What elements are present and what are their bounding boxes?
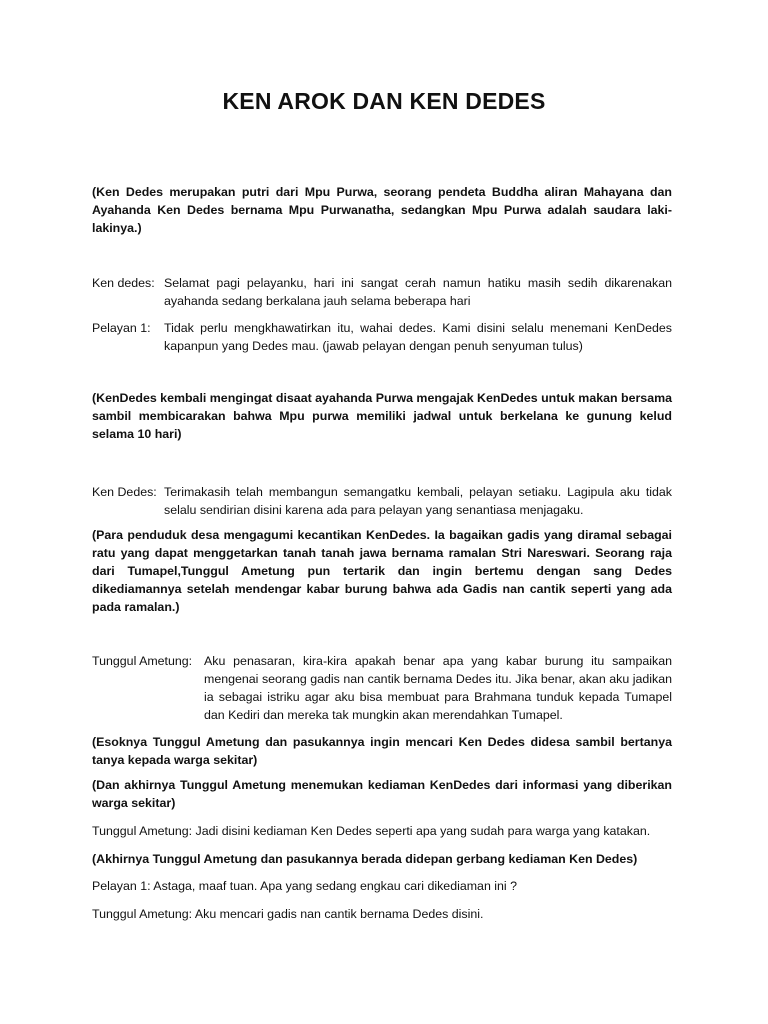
speaker-label: Ken dedes: [92, 276, 155, 290]
speaker-label: Tunggul Ametung: [92, 654, 193, 668]
dialogue-text: Tidak perlu mengkhawatirkan itu, wahai dedes. Kami disini selalu menemani KenDedes kapanpun yang Dedes mau. (jawab pelayan dengan penuh senyuman tulus) [164, 321, 672, 353]
dialogue-ken-dedes [92, 274, 672, 310]
narration-paragraph: (Para penduduk desa mengagumi kecantikan KenDedes. Ia bagaikan gadis yang diramal sebagai ratu yang dapat menggetarkan tanah tanah jawa bernama ramalan Stri Nareswari. Seorang raja dari Tumapel,Tunggul Ametung pun tertarik dan ingin bertemu dengan sang Dedes dikediamannya setelah mendengar kabar burung bahwa ada Gadis nan cantik seperti yang ada pada ramalan.) [92, 528, 672, 614]
dialogue-line: Tunggul Ametung: Jadi disini kediaman Ken Dedes seperti apa yang sudah para warga yang katakan. [92, 824, 651, 838]
dialogue-text: Terimakasih telah membangun semangatku kembali, pelayan setiaku. Lagipula aku tidak selalu sendirian disini karena ada para pelayan yang senantiasa menjagaku. [164, 485, 672, 517]
narration-paragraph: (Esoknya Tunggul Ametung dan pasukannya ingin mencari Ken Dedes didesa sambil bertanya tanya kepada warga sekitar) [92, 735, 672, 767]
dialogue-text: Aku penasaran, kira-kira apakah benar apa yang kabar burung itu sampaikan mengenai seorang gadis nan cantik bernama Dedes itu. Jika benar, akan aku jadikan ia sebagai istriku agar aku bisa membuat para Brahmana tunduk kepada Tumapel dan Kediri dan mereka tak mungkin akan merendahkan Tumapel. [204, 654, 672, 722]
narration-paragraph: (Ken Dedes merupakan putri dari Mpu Purwa, seorang pendeta Buddha aliran Mahayana dan Ayahanda Ken Dedes bernama Mpu Purwanatha, sedangkan Mpu Purwa adalah saudara laki-lakinya.) [92, 185, 672, 235]
dialogue-ken-dedes [92, 483, 672, 519]
speaker-label: Ken Dedes: [92, 485, 157, 499]
dialogue-pelayan-1 [92, 319, 672, 355]
document-title: KEN AROK DAN KEN DEDES [222, 88, 546, 114]
dialogue-line: Tunggul Ametung: Aku mencari gadis nan cantik bernama Dedes disini. [92, 907, 484, 921]
dialogue-tunggul-ametung [92, 652, 672, 724]
narration-paragraph: (Akhirnya Tunggul Ametung dan pasukannya berada didepan gerbang kediaman Ken Dedes) [92, 852, 638, 866]
dialogue-text: Selamat pagi pelayanku, hari ini sangat cerah namun hatiku masih sedih dikarenakan ayahanda sedang berkalana jauh selama beberapa hari [164, 276, 672, 308]
narration-paragraph: (Dan akhirnya Tunggul Ametung menemukan kediaman KenDedes dari informasi yang diberikan warga sekitar) [92, 778, 672, 810]
dialogue-line: Pelayan 1: Astaga, maaf tuan. Apa yang sedang engkau cari dikediaman ini ? [92, 879, 518, 893]
narration-paragraph: (KenDedes kembali mengingat disaat ayahanda Purwa mengajak KenDedes untuk makan bersama sambil membicarakan bahwa Mpu purwa memiliki jadwal untuk berkelana ke gunung kelud selama 10 hari) [92, 391, 672, 441]
speaker-label: Pelayan 1: [92, 321, 151, 335]
